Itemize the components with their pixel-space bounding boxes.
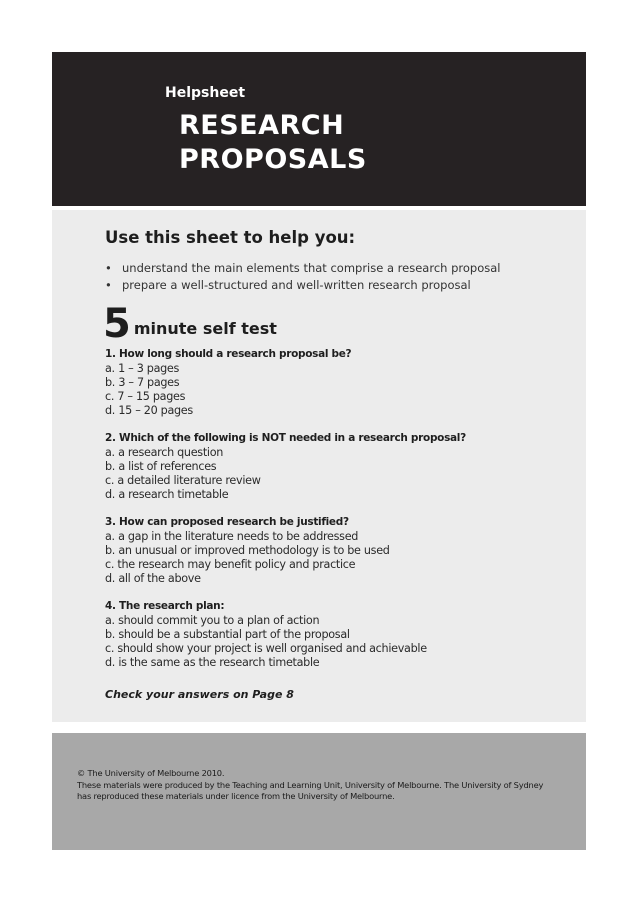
question-text: 1. How long should a research proposal be? xyxy=(105,348,352,360)
copyright-line-1: © The University of Melbourne 2010. xyxy=(77,768,225,778)
option: a. 1 – 3 pages xyxy=(105,362,180,375)
self-test-heading xyxy=(103,302,277,346)
question-4 xyxy=(105,599,575,670)
header-banner xyxy=(52,52,586,206)
option: d. is the same as the research timetable xyxy=(105,656,320,669)
bullet-icon: • xyxy=(105,278,112,292)
self-test-number: 5 xyxy=(103,301,131,347)
option: b. an unusual or improved methodology is to be used xyxy=(105,544,390,557)
copyright-line-2: These materials were produced by the Teaching and Learning Unit, University of Melbourne. The University of Sydney xyxy=(77,779,544,790)
option: a. a gap in the literature needs to be addressed xyxy=(105,530,359,543)
bullet-icon: • xyxy=(105,261,112,275)
option: c. should show your project is well organised and achievable xyxy=(105,642,427,655)
content-panel xyxy=(52,210,586,722)
helpsheet-label: Helpsheet xyxy=(165,85,246,101)
question-1 xyxy=(105,347,575,418)
self-test-label: minute self test xyxy=(133,319,277,338)
title-line-1: RESEARCH xyxy=(179,110,345,141)
bullet-item: • understand the main elements that comprise a research proposal xyxy=(105,261,501,275)
option: d. a research timetable xyxy=(105,488,229,501)
check-answers-note: Check your answers on Page 8 xyxy=(105,688,294,701)
option: a. a research question xyxy=(105,446,224,459)
title-line-2: PROPOSALS xyxy=(179,144,367,175)
footer-panel xyxy=(52,733,586,850)
intro-bullet-list xyxy=(105,260,500,294)
option: b. 3 – 7 pages xyxy=(105,376,180,389)
question-text: 2. Which of the following is NOT needed in a research proposal? xyxy=(105,432,466,444)
bullet-item: • prepare a well-structured and well-written research proposal xyxy=(105,278,471,292)
intro-heading: Use this sheet to help you: xyxy=(105,228,356,247)
option: c. a detailed literature review xyxy=(105,474,261,487)
copyright-line-3: has reproduced these materials under licence from the University of Melbourne. xyxy=(77,791,395,801)
option: c. the research may benefit policy and practice xyxy=(105,558,356,571)
question-2 xyxy=(105,431,575,502)
option: b. should be a substantial part of the proposal xyxy=(105,628,350,641)
copyright-notice xyxy=(77,768,582,803)
option: a. should commit you to a plan of action xyxy=(105,614,320,627)
option: b. a list of references xyxy=(105,460,217,473)
question-text: 3. How can proposed research be justified? xyxy=(105,516,349,528)
question-3 xyxy=(105,515,575,586)
option: d. all of the above xyxy=(105,572,201,585)
question-text: 4. The research plan: xyxy=(105,600,225,612)
quiz xyxy=(105,347,575,683)
option: c. 7 – 15 pages xyxy=(105,390,186,403)
page-title xyxy=(179,109,367,177)
option: d. 15 – 20 pages xyxy=(105,404,193,417)
